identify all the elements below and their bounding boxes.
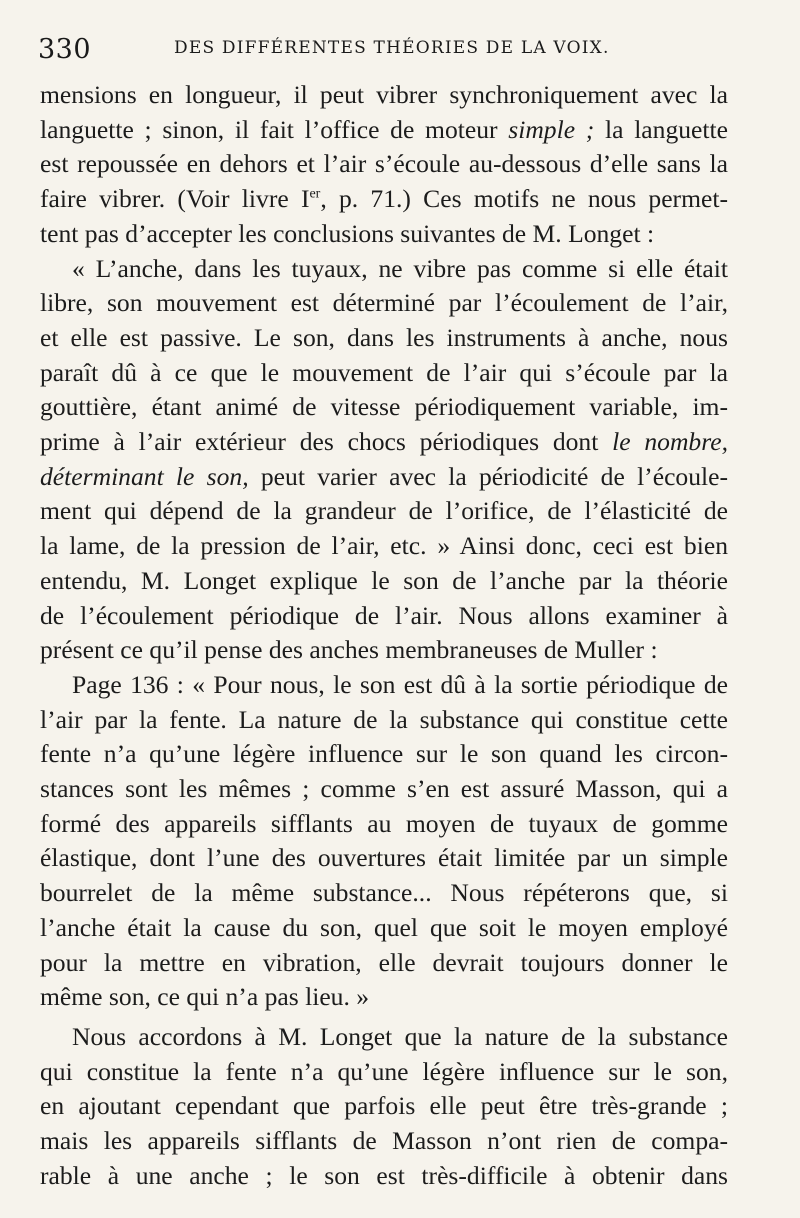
text-run: , p. 71.) Ces motifs ne nous permet- (320, 184, 728, 214)
text-run: formé des appareils sifflants au moyen de tuyaux de gomme (40, 808, 728, 838)
text-run: de l’écoulement périodique de l’air. Nous allons examiner à (40, 600, 728, 630)
text-run: gouttière, étant animé de vitesse périodiquement variable, im- (40, 392, 728, 422)
text-line (40, 425, 728, 460)
superscript: er (309, 186, 321, 202)
text-run: élastique, dont l’une des ouvertures était limitée par un simple (40, 843, 728, 873)
text-run: stances sont les mêmes ; comme s’en est assuré Masson, qui a (40, 774, 728, 804)
text-run: peut varier avec la périodicité de l’écoule- (248, 461, 729, 491)
body-text (40, 78, 728, 1194)
text-line (40, 1159, 728, 1194)
page-header (38, 34, 738, 74)
page-number: 330 (38, 34, 92, 65)
text-run: et elle est passive. Le son, dans les instruments à anche, nous (40, 322, 728, 352)
text-line (40, 78, 728, 113)
text-run: présent ce qu’il pense des anches membraneuses de Muller : (40, 635, 658, 665)
text-run: est repoussée en dehors et l’air s’écoule au-dessous d’elle sans la (40, 149, 728, 179)
text-run: faire vibrer. (Voir livre I (40, 184, 310, 214)
text-line (40, 217, 728, 252)
text-run: mensions en longueur, il peut vibrer synchroniquement avec la (40, 80, 728, 109)
text-run: entendu, M. Longet explique le son de l’anche par la théorie (40, 565, 728, 595)
text-line (40, 772, 728, 807)
text-run: tent pas d’accepter les conclusions suivantes de M. Longet : (40, 218, 655, 248)
italic-run: déterminant le son, (40, 461, 249, 491)
text-line (40, 147, 728, 182)
text-line (40, 1055, 728, 1090)
text-line (40, 703, 728, 738)
text-run: en ajoutant cependant que parfois elle peut être très-grande ; (40, 1091, 728, 1121)
text-line (40, 113, 728, 148)
text-line (40, 1020, 728, 1055)
text-line (40, 286, 728, 321)
text-line (40, 668, 728, 703)
text-run: libre, son mouvement est déterminé par l’écoulement de l’air, (40, 288, 728, 318)
text-run: Page 136 : « Pour nous, le son est dû à la sortie périodique de (72, 669, 728, 699)
text-line (40, 876, 728, 911)
text-line (40, 737, 728, 772)
text-run: ment qui dépend de la grandeur de l’orifice, de l’élasticité de (40, 496, 728, 526)
text-line (40, 841, 728, 876)
text-line (40, 529, 728, 564)
text-run: pour la mettre en vibration, elle devrait toujours donner le (40, 947, 728, 977)
text-line (40, 356, 728, 391)
text-line (40, 182, 728, 217)
text-run: la languette (594, 114, 728, 144)
text-run: Nous accordons à M. Longet que la nature de la substance (72, 1021, 728, 1051)
running-head: DES DIFFÉRENTES THÉORIES DE LA VOIX. (174, 38, 610, 58)
text-line (40, 1089, 728, 1124)
text-run: la lame, de la pression de l’air, etc. » Ainsi donc, ceci est bien (40, 531, 728, 561)
text-line (40, 252, 728, 287)
text-line (40, 564, 728, 599)
text-line (40, 321, 728, 356)
text-line (40, 460, 728, 495)
text-run: « L’anche, dans les tuyaux, ne vibre pas comme si elle était (72, 253, 728, 283)
text-line (40, 946, 728, 981)
text-run: languette ; sinon, il fait l’office de moteur (40, 114, 509, 144)
text-line (40, 1124, 728, 1159)
text-line (40, 807, 728, 842)
text-run: prime à l’air extérieur des chocs périodiques dont (40, 427, 613, 457)
text-run: l’anche était la cause du son, quel que soit le moyen employé (40, 912, 728, 942)
text-run: mais les appareils sifflants de Masson n’ont rien de compa- (40, 1126, 728, 1156)
text-line (40, 911, 728, 946)
text-run: l’air par la fente. La nature de la substance qui constitue cette (40, 704, 728, 734)
text-line (40, 390, 728, 425)
text-run: paraît dû à ce que le mouvement de l’air qui s’écoule par la (40, 357, 728, 387)
text-run: bourrelet de la même substance... Nous répéterons que, si (40, 878, 728, 908)
text-line (40, 599, 728, 634)
text-run: rable à une anche ; le son est très-difficile à obtenir dans (40, 1160, 728, 1190)
text-line (40, 494, 728, 529)
text-line (40, 633, 728, 668)
text-line (40, 980, 728, 1015)
italic-run: le nombre, (612, 427, 728, 457)
text-run: fente n’a qu’une légère influence sur le son quand les circon- (40, 739, 728, 769)
italic-run: simple ; (508, 114, 595, 144)
text-run: même son, ce qui n’a pas lieu. » (40, 982, 370, 1012)
text-run: qui constitue la fente n’a qu’une légère influence sur le son, (40, 1056, 728, 1086)
